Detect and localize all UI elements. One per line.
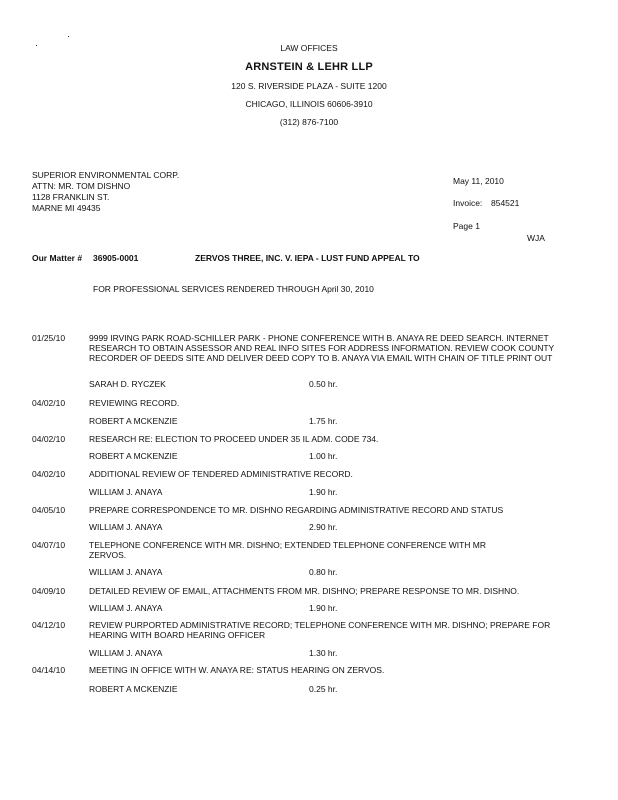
entry-date: 04/14/10 — [32, 665, 66, 675]
entry-description: MEETING IN OFFICE WITH W. ANAYA RE: STATUS HEARING ON ZERVOS. — [89, 665, 385, 675]
entry-attorney: ROBERT A MCKENZIE — [89, 451, 178, 461]
entry-date: 04/02/10 — [32, 398, 66, 408]
firm-name: ARNSTEIN & LEHR LLP — [245, 61, 373, 73]
entry-description: 9999 IRVING PARK ROAD-SCHILLER PARK - PHONE CONFERENCE WITH B. ANAYA RE DEED SEARCH. INTERNET RESEARCH TO OBTAIN ASSESSOR AND REAL INFO SITES FOR ADDRESS INFORMATION. REVIEW COOK COUNTY RECORDER OF DEEDS SITE AND DELIVER DEED COPY TO B. ANAYA VIA EMAIL WITH CHAIN OF TITLE PRINT OUT — [89, 333, 555, 363]
entry-description: PREPARE CORRESPONDENCE TO MR. DISHNO REGARDING ADMINISTRATIVE RECORD AND STATUS — [89, 505, 504, 515]
client-street: 1128 FRANKLIN ST. — [32, 192, 110, 202]
entry-date: 04/09/10 — [32, 586, 66, 596]
invoice-date: May 11, 2010 — [453, 176, 504, 186]
attorney-initials: WJA — [527, 233, 545, 243]
entry-attorney: WILLIAM J. ANAYA — [89, 603, 163, 613]
entry-hours: 2.90 hr. — [309, 522, 338, 532]
entry-hours: 0.50 hr. — [309, 379, 338, 389]
entry-hours: 1.90 hr. — [309, 603, 338, 613]
entry-date: 04/12/10 — [32, 620, 66, 630]
entry-attorney: SARAH D. RYCZEK — [89, 379, 166, 389]
invoice-number-label: Invoice: — [453, 198, 483, 208]
entry-date: 04/02/10 — [32, 469, 66, 479]
client-attention: ATTN: MR. TOM DISHNO — [32, 181, 131, 191]
entry-date: 01/25/10 — [32, 333, 66, 343]
entry-attorney: WILLIAM J. ANAYA — [89, 522, 163, 532]
client-city: MARNE MI 49435 — [32, 203, 101, 213]
entry-description: REVIEW PURPORTED ADMINISTRATIVE RECORD; TELEPHONE CONFERENCE WITH MR. DISHNO; PREPARE FOR HEARING WITH BOARD HEARING OFFICER — [89, 620, 551, 640]
matter-label: Our Matter # — [32, 253, 83, 263]
services-through-line: FOR PROFESSIONAL SERVICES RENDERED THROUGH April 30, 2010 — [93, 284, 374, 294]
firm-address-line2: CHICAGO, ILLINOIS 60606-3910 — [245, 99, 373, 109]
matter-number: 36905-0001 — [93, 253, 139, 263]
letterhead-heading: LAW OFFICES — [280, 43, 338, 53]
entry-attorney: ROBERT A MCKENZIE — [89, 416, 178, 426]
entry-description: REVIEWING RECORD. — [89, 398, 180, 408]
client-name: SUPERIOR ENVIRONMENTAL CORP. — [32, 170, 180, 180]
firm-address-line1: 120 S. RIVERSIDE PLAZA - SUITE 1200 — [231, 81, 387, 91]
entry-description: ADDITIONAL REVIEW OF TENDERED ADMINISTRATIVE RECORD. — [89, 469, 353, 479]
entry-description: TELEPHONE CONFERENCE WITH MR. DISHNO; EXTENDED TELEPHONE CONFERENCE WITH MR ZERVOS. — [89, 540, 487, 560]
firm-phone: (312) 876-7100 — [279, 117, 339, 127]
entry-date: 04/02/10 — [32, 434, 66, 444]
entry-attorney: WILLIAM J. ANAYA — [89, 648, 163, 658]
scan-speck — [68, 36, 69, 37]
entry-description: DETAILED REVIEW OF EMAIL, ATTACHMENTS FROM MR. DISHNO; PREPARE RESPONSE TO MR. DISHNO. — [89, 586, 520, 596]
entry-description: RESEARCH RE: ELECTION TO PROCEED UNDER 35 IL ADM. CODE 734. — [89, 434, 379, 444]
invoice-number: 854521 — [491, 198, 520, 208]
entry-hours: 1.30 hr. — [309, 648, 338, 658]
entry-hours: 0.25 hr. — [309, 684, 338, 694]
entry-hours: 1.75 hr. — [309, 416, 338, 426]
entry-date: 04/07/10 — [32, 540, 66, 550]
entry-date: 04/05/10 — [32, 505, 66, 515]
matter-title: ZERVOS THREE, INC. V. IEPA - LUST FUND APPEAL TO — [195, 253, 420, 263]
entry-attorney: WILLIAM J. ANAYA — [89, 487, 163, 497]
entry-attorney: WILLIAM J. ANAYA — [89, 567, 163, 577]
entry-attorney: ROBERT A MCKENZIE — [89, 684, 178, 694]
entry-hours: 0.80 hr. — [309, 567, 338, 577]
entry-hours: 1.00 hr. — [309, 451, 338, 461]
page-number: Page 1 — [453, 221, 480, 231]
entry-hours: 1.90 hr. — [309, 487, 338, 497]
